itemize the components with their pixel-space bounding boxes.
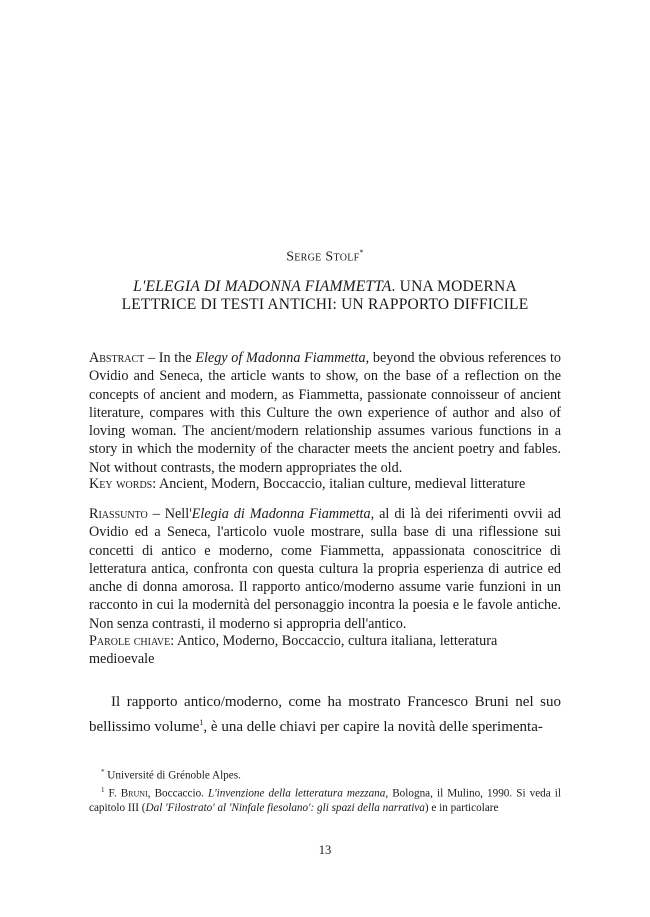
author-affiliation-mark: * — [359, 248, 364, 257]
footnote-1-mark: 1 — [101, 785, 105, 794]
abstract-label: Abstract — [89, 350, 145, 366]
parole-chiave-text: : Antico, Moderno, Boccaccio, cultura italiana, letteratura medioevale — [89, 633, 498, 668]
abstract-italic: Elegy of Madonna Fiammetta — [195, 350, 366, 366]
title-line-2: LETTRICE DI TESTI ANTICHI: UN RAPPORTO DIFFICILE — [121, 296, 529, 313]
article-title — [60, 278, 590, 314]
riassunto-label: Riassunto — [89, 506, 148, 522]
footnote-1-text-a: , Boccaccio. — [147, 787, 209, 800]
keywords-paragraph — [89, 475, 561, 493]
footnote-1-author: F. Bruni — [108, 787, 148, 800]
riassunto-section — [89, 505, 561, 633]
abstract-section — [89, 349, 561, 477]
keywords-text: : Ancient, Modern, Boccaccio, italian culture, medieval litterature — [152, 476, 526, 492]
title-line-1-rest: . UNA MODERNA — [391, 278, 517, 295]
footnote-star-mark: * — [101, 768, 105, 776]
footnote-1 — [89, 783, 561, 815]
riassunto-paragraph — [89, 505, 561, 633]
footnote-1-text-c: ) e in particolare — [424, 801, 499, 814]
page-number: 13 — [318, 843, 332, 857]
footnote-affiliation — [89, 765, 561, 783]
keywords-label: Key words — [89, 476, 153, 492]
title-line-1 — [60, 278, 590, 296]
footnote-1-text-b: , Bologna, il Mulino, 1990. Si veda il capitolo III ( — [89, 787, 561, 814]
riassunto-text: , al di là dei riferimenti ovvii ad Ovidio ed a Seneca, l'articolo vuole mostrare, sulla base di una riflessione sui concetti di antico e moderno, come Fiammetta, appassionata conoscitrice di letteratura antica, confronta con questa cultura la propria esperienza di autrice ed anche di donna amorosa. Il rapporto antico/moderno assume varie funzioni in un racconto in cui la modernità del personaggio incontra la poesia e le favole antiche. Non senza contrasti, il moderno si appropria dell'antico. — [89, 506, 562, 632]
footnote-star-text: Université di Grénoble Alpes. — [107, 769, 241, 782]
parole-chiave-section — [89, 632, 561, 669]
author-name — [0, 248, 650, 266]
footnote-1-italic-2: Dal 'Filostrato' al 'Ninfale fiesolano': gli spazi della narrativa — [145, 801, 425, 814]
footnote-ref-1: 1 — [199, 717, 204, 727]
footnote-1-italic-1: L'invenzione della letteratura mezzana — [208, 787, 386, 800]
keywords-section — [89, 475, 561, 493]
body-text-part2: , è una delle chiavi per capire la novità delle sperimenta- — [203, 718, 543, 735]
body-text — [89, 693, 561, 737]
title-italic: L'ELEGIA DI MADONNA FIAMMETTA — [133, 278, 392, 295]
author-name-text: Serge Stolf — [286, 249, 360, 265]
body-text-part1: Il rapporto antico/moderno, come ha mostrato Francesco Bruni nel suo bellissimo volume — [89, 694, 561, 735]
abstract-text: , beyond the obvious references to Ovidio and Seneca, the article wants to show, on the base of a reflection on the concepts of ancient and modern, as Fiammetta, passionate connoisseur of ancient literature, compares with this Culture the own experience of author and also of loving woman. The ancient/modern relationship assumes various functions in a story in which the modernity of the character meets the ancient poetry and fables. Not without contrasts, the modern appropriates the old. — [89, 350, 561, 476]
abstract-dash: – In the — [144, 350, 196, 366]
riassunto-italic: Elegia di Madonna Fiammetta — [191, 506, 371, 522]
parole-chiave-label: Parole chiave — [89, 633, 171, 649]
body-paragraph — [89, 693, 561, 737]
parole-chiave-paragraph — [89, 632, 561, 669]
abstract-paragraph — [89, 349, 561, 477]
riassunto-dash: – Nell' — [147, 506, 192, 522]
footnotes — [89, 765, 561, 815]
